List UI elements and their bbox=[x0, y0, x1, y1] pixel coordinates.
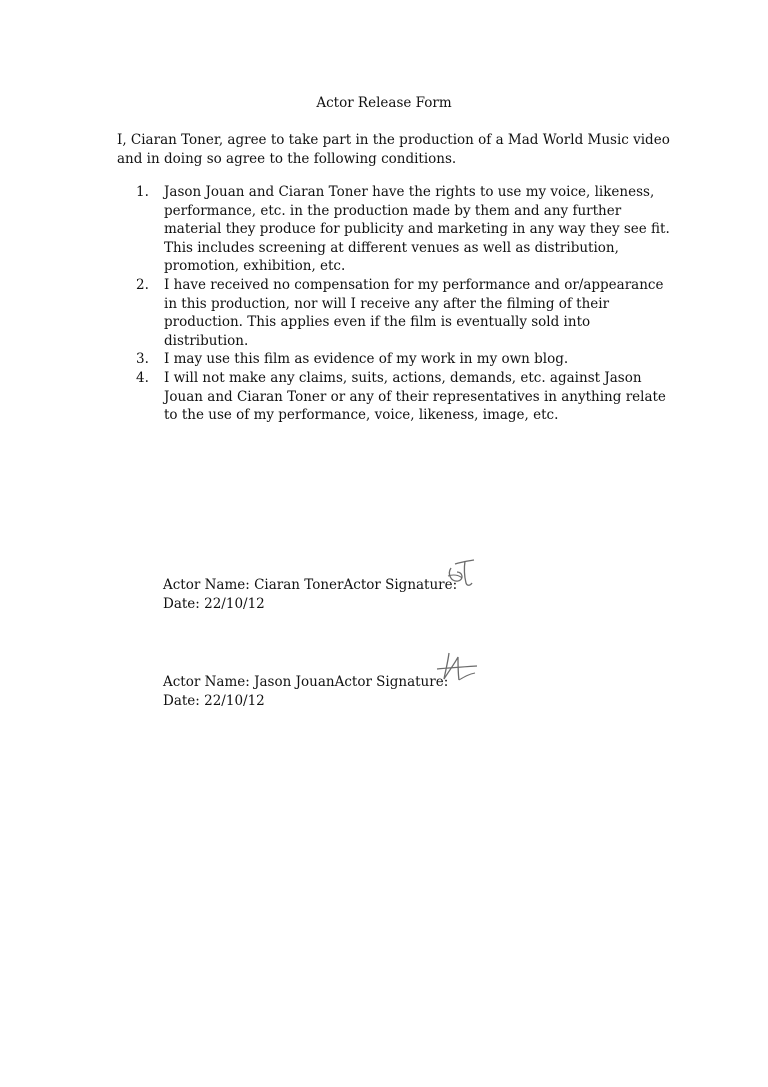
actor-name-text: Actor Name: Jason JouanActor Signature: bbox=[163, 674, 449, 690]
list-item bbox=[136, 183, 676, 276]
list-line: This includes screening at different venues as well as distribution, bbox=[164, 239, 619, 256]
list-line: distribution. bbox=[164, 332, 249, 349]
conditions-list bbox=[136, 183, 676, 425]
signature-block bbox=[163, 576, 583, 613]
list-line: material they produce for publicity and marketing in any way they see fit. bbox=[164, 221, 670, 238]
intro-line: I, Ciaran Toner, agree to take part in the production of a Mad World Music video bbox=[117, 132, 670, 148]
list-number: 4. bbox=[136, 369, 149, 386]
list-line: production. This applies even if the film is eventually sold into bbox=[164, 314, 591, 331]
list-line: I have received no compensation for my performance and or/appearance bbox=[164, 276, 664, 293]
actor-name-line bbox=[163, 673, 583, 692]
actor-name-line bbox=[163, 576, 583, 595]
handwritten-signature-icon bbox=[431, 647, 481, 693]
signature-block bbox=[163, 673, 583, 710]
list-item bbox=[136, 350, 676, 369]
list-item bbox=[136, 369, 676, 425]
date-line: Date: 22/10/12 bbox=[163, 595, 265, 612]
signature-svg bbox=[441, 554, 481, 590]
list-line: I may use this film as evidence of my work in my own blog. bbox=[164, 351, 569, 368]
list-number: 3. bbox=[136, 351, 149, 368]
date-line: Date: 22/10/12 bbox=[163, 692, 265, 709]
list-line: performance, etc. in the production made by them and any further bbox=[164, 202, 622, 219]
list-number: 2. bbox=[136, 276, 149, 293]
list-number: 1. bbox=[136, 184, 149, 200]
list-item bbox=[136, 276, 676, 350]
document-title: Actor Release Form bbox=[316, 95, 452, 111]
list-line: promotion, exhibition, etc. bbox=[164, 258, 346, 275]
list-line: Jouan and Ciaran Toner or any of their representatives in anything relate bbox=[164, 388, 666, 405]
actor-name-text: Actor Name: Ciaran TonerActor Signature: bbox=[163, 577, 458, 593]
intro-line: and in doing so agree to the following conditions. bbox=[117, 150, 457, 167]
signature-svg bbox=[431, 647, 481, 687]
list-line: I will not make any claims, suits, actions, demands, etc. against Jason bbox=[164, 369, 642, 386]
handwritten-signature-icon bbox=[441, 554, 481, 596]
intro-paragraph bbox=[117, 131, 670, 168]
list-line: in this production, nor will I receive any after the filming of their bbox=[164, 295, 610, 312]
list-line: Jason Jouan and Ciaran Toner have the rights to use my voice, likeness, bbox=[164, 184, 655, 200]
list-line: to the use of my performance, voice, likeness, image, etc. bbox=[164, 407, 559, 424]
